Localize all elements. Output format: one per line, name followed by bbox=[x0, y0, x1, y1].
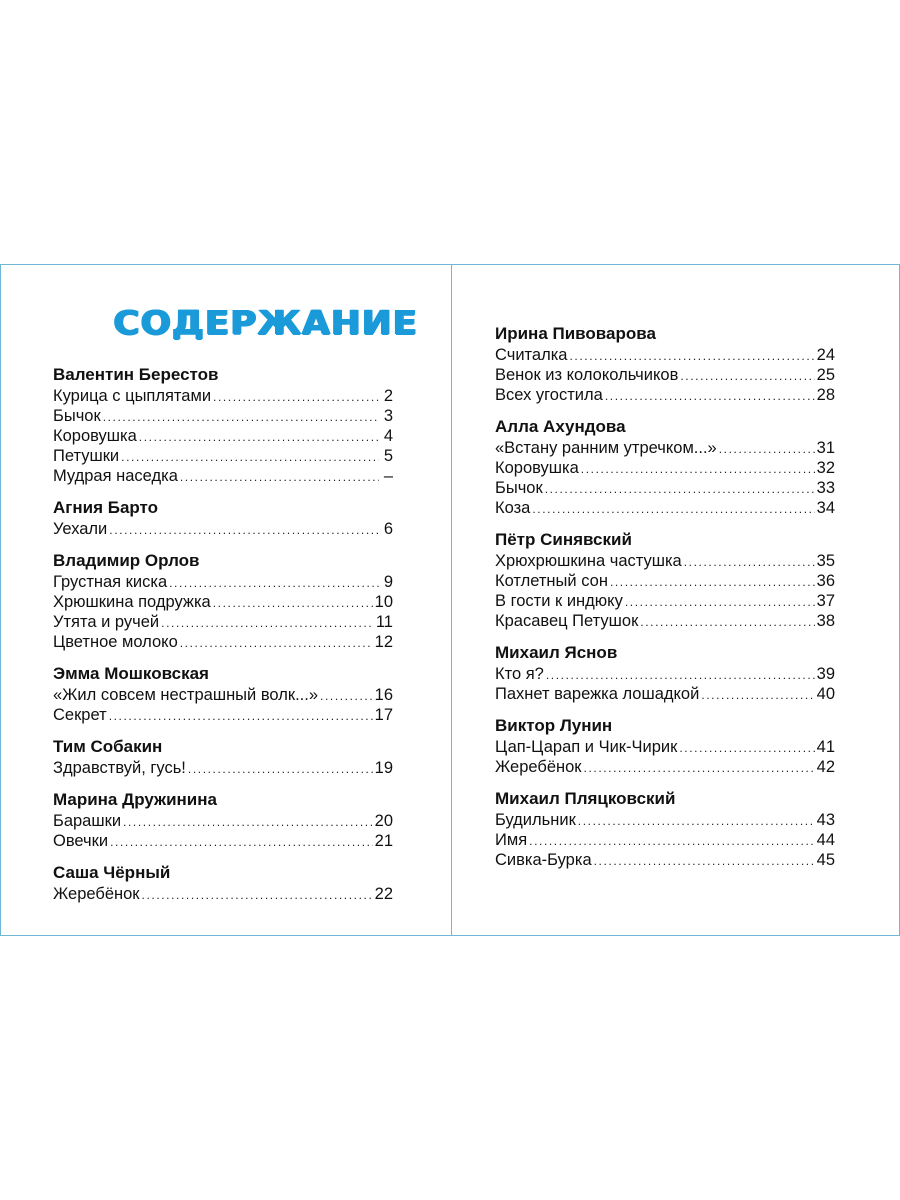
toc-entries bbox=[53, 685, 393, 725]
dot-leader bbox=[142, 888, 373, 902]
toc-entries bbox=[495, 551, 835, 631]
toc-entry[interactable] bbox=[495, 664, 835, 684]
toc-section bbox=[53, 862, 393, 904]
author-name: Агния Барто bbox=[53, 498, 159, 517]
toc-entries bbox=[53, 519, 393, 539]
dot-leader bbox=[610, 575, 815, 589]
dot-leader bbox=[121, 450, 379, 464]
entry-page-number: 38 bbox=[816, 612, 835, 630]
entry-title: Петушки bbox=[53, 447, 120, 465]
author-name: Пётр Синявский bbox=[495, 530, 632, 549]
entry-title: Котлетный сон bbox=[495, 572, 608, 590]
entry-page-number: 28 bbox=[816, 386, 835, 404]
entry-title: В гости к индюку bbox=[495, 592, 623, 610]
author-name: Марина Дружинина bbox=[53, 790, 217, 809]
entry-title: Коровушка bbox=[53, 427, 137, 445]
dot-leader bbox=[213, 596, 373, 610]
toc-entry[interactable] bbox=[53, 446, 393, 466]
entry-page-number: 20 bbox=[374, 812, 393, 830]
toc-entry[interactable] bbox=[495, 737, 835, 757]
entry-page-number: 32 bbox=[816, 459, 835, 477]
toc-section bbox=[495, 642, 835, 704]
entry-title: Бычок bbox=[495, 479, 543, 497]
entry-title: Будильник bbox=[495, 811, 576, 829]
page-title: СОДЕРЖАНИЕ bbox=[113, 303, 419, 342]
dot-leader bbox=[213, 390, 379, 404]
author-name: Тим Собакин bbox=[53, 737, 163, 756]
dot-leader bbox=[701, 688, 814, 702]
toc-entry[interactable] bbox=[53, 466, 393, 486]
dot-leader bbox=[109, 709, 373, 723]
entry-title: Жеребёнок bbox=[495, 758, 582, 776]
dot-leader bbox=[625, 595, 815, 609]
toc-section bbox=[53, 364, 393, 486]
toc-entry[interactable] bbox=[53, 884, 393, 904]
entry-page-number: 35 bbox=[816, 552, 835, 570]
entry-title: Секрет bbox=[53, 706, 107, 724]
author-name: Владимир Орлов bbox=[53, 551, 200, 570]
author-name: Алла Ахундова bbox=[495, 417, 626, 436]
entry-title: Кто я? bbox=[495, 665, 544, 683]
toc-entry[interactable] bbox=[495, 551, 835, 571]
toc-entry[interactable] bbox=[53, 386, 393, 406]
toc-entry[interactable] bbox=[53, 632, 393, 652]
dot-leader bbox=[569, 349, 814, 363]
entry-page-number: 45 bbox=[816, 851, 835, 869]
toc-section bbox=[53, 663, 393, 725]
toc-entry[interactable] bbox=[495, 810, 835, 830]
entry-title: Коровушка bbox=[495, 459, 579, 477]
dot-leader bbox=[110, 835, 373, 849]
toc-section bbox=[53, 550, 393, 652]
toc-entry[interactable] bbox=[495, 498, 835, 518]
entry-page-number: 42 bbox=[816, 758, 835, 776]
author-name: Эмма Мошковская bbox=[53, 664, 209, 683]
toc-entry[interactable] bbox=[495, 591, 835, 611]
entry-page-number: 22 bbox=[374, 885, 393, 903]
toc-entries bbox=[495, 345, 835, 405]
toc-entry[interactable] bbox=[53, 758, 393, 778]
entry-page-number: 12 bbox=[374, 633, 393, 651]
dot-leader bbox=[719, 442, 815, 456]
toc-section bbox=[53, 497, 393, 539]
toc-entries bbox=[53, 572, 393, 652]
toc-left-list bbox=[53, 364, 393, 904]
toc-entry[interactable] bbox=[53, 406, 393, 426]
dot-leader bbox=[546, 668, 815, 682]
entry-page-number: 41 bbox=[816, 738, 835, 756]
entry-title: Утята и ручей bbox=[53, 613, 160, 631]
entry-page-number: 11 bbox=[375, 613, 393, 631]
toc-entry[interactable] bbox=[495, 850, 835, 870]
entry-page-number: 34 bbox=[816, 499, 835, 517]
entry-page-number: 21 bbox=[374, 832, 393, 850]
entry-title: Хрюшкина подружка bbox=[53, 593, 211, 611]
dot-leader bbox=[605, 389, 815, 403]
entry-title: «Встану ранним утречком...» bbox=[495, 439, 717, 457]
dot-leader bbox=[180, 470, 379, 484]
page-divider bbox=[451, 265, 452, 935]
entry-page-number: 5 bbox=[383, 447, 393, 465]
entry-title: Барашки bbox=[53, 812, 122, 830]
toc-entries bbox=[495, 810, 835, 870]
toc-entries bbox=[53, 758, 393, 778]
entry-title: Мудрая наседка bbox=[53, 467, 178, 485]
author-name: Саша Чёрный bbox=[53, 863, 171, 882]
toc-entry[interactable] bbox=[495, 757, 835, 777]
entry-title: Цветное молоко bbox=[53, 633, 178, 651]
entry-title: Цап-Царап и Чик-Чирик bbox=[495, 738, 678, 756]
toc-entry[interactable] bbox=[495, 345, 835, 365]
dot-leader bbox=[103, 410, 379, 424]
toc-entry[interactable] bbox=[495, 830, 835, 850]
entry-page-number: 33 bbox=[816, 479, 835, 497]
toc-entries bbox=[495, 438, 835, 518]
dot-leader bbox=[320, 689, 373, 703]
toc-section bbox=[53, 789, 393, 851]
entry-page-number: 2 bbox=[383, 387, 393, 405]
dot-leader bbox=[679, 741, 814, 755]
toc-entries bbox=[495, 737, 835, 777]
dot-leader bbox=[169, 576, 379, 590]
toc-section bbox=[53, 736, 393, 778]
toc-section bbox=[495, 529, 835, 631]
entry-title: Считалка bbox=[495, 346, 568, 364]
entry-page-number: 25 bbox=[816, 366, 835, 384]
entry-title: Пахнет варежка лошадкой bbox=[495, 685, 700, 703]
toc-section bbox=[495, 715, 835, 777]
toc-entries bbox=[495, 664, 835, 704]
entry-page-number: 17 bbox=[374, 706, 393, 724]
dot-leader bbox=[123, 815, 373, 829]
dot-leader bbox=[584, 761, 815, 775]
dot-leader bbox=[640, 615, 814, 629]
toc-entry[interactable] bbox=[53, 831, 393, 851]
dot-leader bbox=[180, 636, 373, 650]
entry-page-number: 43 bbox=[816, 811, 835, 829]
entry-title: Сивка-Бурка bbox=[495, 851, 592, 869]
entry-page-number: – bbox=[383, 467, 393, 485]
entry-page-number: 9 bbox=[383, 573, 393, 591]
dot-leader bbox=[109, 523, 379, 537]
dot-leader bbox=[581, 462, 815, 476]
entry-page-number: 24 bbox=[816, 346, 835, 364]
entry-page-number: 36 bbox=[816, 572, 835, 590]
toc-entry[interactable] bbox=[53, 705, 393, 725]
toc-entry[interactable] bbox=[53, 612, 393, 632]
entry-title: Курица с цыплятами bbox=[53, 387, 212, 405]
toc-entry[interactable] bbox=[495, 684, 835, 704]
toc-entry[interactable] bbox=[53, 426, 393, 446]
dot-leader bbox=[161, 616, 374, 630]
entry-page-number: 39 bbox=[816, 665, 835, 683]
dot-leader bbox=[529, 834, 815, 848]
author-name: Михаил Яснов bbox=[495, 643, 618, 662]
entry-title: Всех угостила bbox=[495, 386, 603, 404]
toc-entry[interactable] bbox=[495, 571, 835, 591]
toc-entry[interactable] bbox=[495, 438, 835, 458]
author-name: Михаил Пляцковский bbox=[495, 789, 676, 808]
toc-right-list bbox=[495, 323, 835, 870]
entry-page-number: 44 bbox=[816, 831, 835, 849]
entry-page-number: 40 bbox=[816, 685, 835, 703]
entry-title: Имя bbox=[495, 831, 528, 849]
author-name: Ирина Пивоварова bbox=[495, 324, 656, 343]
dot-leader bbox=[680, 369, 814, 383]
entry-title: Уехали bbox=[53, 520, 108, 538]
dot-leader bbox=[188, 762, 373, 776]
toc-entry[interactable] bbox=[53, 685, 393, 705]
entry-page-number: 37 bbox=[816, 592, 835, 610]
toc-section bbox=[495, 416, 835, 518]
entry-title: Коза bbox=[495, 499, 531, 517]
toc-entry[interactable] bbox=[495, 458, 835, 478]
toc-entry[interactable] bbox=[53, 519, 393, 539]
entry-title: Овечки bbox=[53, 832, 109, 850]
entry-title: Грустная киска bbox=[53, 573, 168, 591]
entry-page-number: 6 bbox=[383, 520, 393, 538]
entry-title: Бычок bbox=[53, 407, 101, 425]
toc-section bbox=[495, 788, 835, 870]
entry-title: Венок из колокольчиков bbox=[495, 366, 679, 384]
dot-leader bbox=[139, 430, 379, 444]
entry-page-number: 16 bbox=[374, 686, 393, 704]
toc-entry[interactable] bbox=[495, 385, 835, 405]
author-name: Валентин Берестов bbox=[53, 365, 219, 384]
entry-title: Хрюхрюшкина частушка bbox=[495, 552, 682, 570]
dot-leader bbox=[532, 502, 814, 516]
toc-entry[interactable] bbox=[495, 478, 835, 498]
author-name: Виктор Лунин bbox=[495, 716, 613, 735]
dot-leader bbox=[578, 814, 815, 828]
toc-entries bbox=[53, 811, 393, 851]
entry-page-number: 19 bbox=[374, 759, 393, 777]
left-page bbox=[53, 300, 419, 915]
toc-entry[interactable] bbox=[53, 811, 393, 831]
dot-leader bbox=[684, 555, 815, 569]
entry-title: Здравствуй, гусь! bbox=[53, 759, 186, 777]
book-spread bbox=[0, 264, 900, 936]
toc-entries bbox=[53, 386, 393, 486]
toc-entry[interactable] bbox=[53, 572, 393, 592]
toc-entry[interactable] bbox=[495, 365, 835, 385]
toc-entries bbox=[53, 884, 393, 904]
toc-entry[interactable] bbox=[53, 592, 393, 612]
entry-page-number: 10 bbox=[374, 593, 393, 611]
entry-title: Красавец Петушок bbox=[495, 612, 639, 630]
entry-title: «Жил совсем нестрашный волк...» bbox=[53, 686, 319, 704]
entry-page-number: 4 bbox=[383, 427, 393, 445]
dot-leader bbox=[594, 854, 815, 868]
dot-leader bbox=[545, 482, 815, 496]
entry-page-number: 3 bbox=[383, 407, 393, 425]
entry-page-number: 31 bbox=[816, 439, 835, 457]
toc-entry[interactable] bbox=[495, 611, 835, 631]
toc-section bbox=[495, 323, 835, 405]
entry-title: Жеребёнок bbox=[53, 885, 140, 903]
right-page bbox=[495, 323, 835, 881]
